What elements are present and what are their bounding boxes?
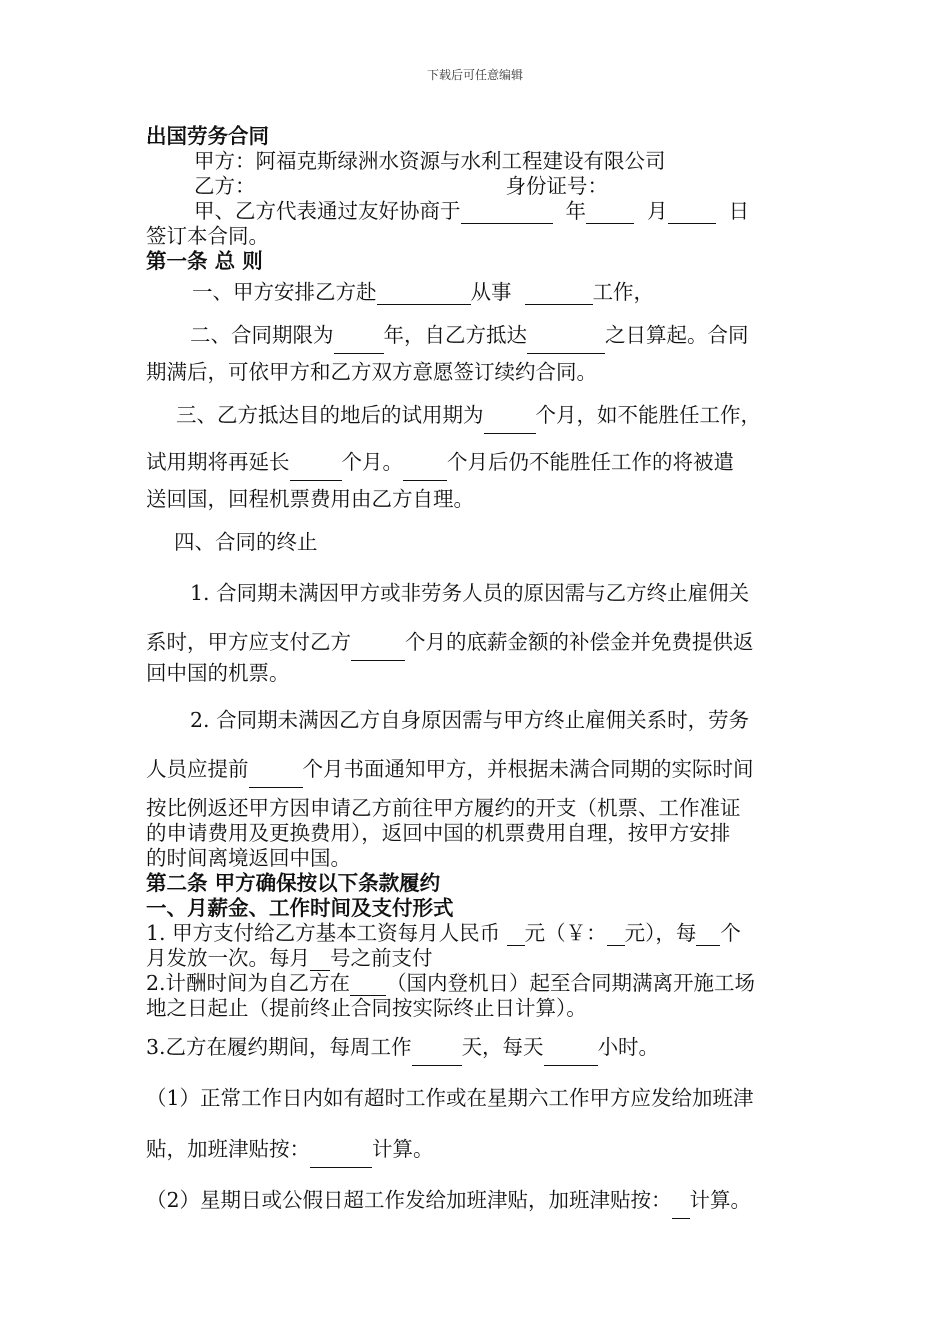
clause-2-3-1: （1）正常工作日内如有超时工作或在星期六工作甲方应发给加班津 [146, 1086, 754, 1110]
page-header: 下载后可任意编辑 [426, 68, 523, 82]
clause-1-4-2-line5: 的时间离境返回中国。 [146, 846, 351, 870]
clause-2-1: 1. 甲方支付给乙方基本工资每月人民币 元（￥： 元），每 个 [146, 921, 741, 945]
clause-2-3: 3.乙方在履约期间，每周工作 天，每天 小时。 [146, 1029, 810, 1066]
clause-1-4-1-end: 回中国的机票。 [146, 661, 290, 685]
article-1-title: 第一条 总 则 [146, 249, 263, 273]
party-a-line: 甲方：阿福克斯绿洲水资源与水利工程建设有限公司 [194, 149, 666, 173]
id-number-label: 身份证号： [505, 174, 608, 198]
clause-1-1: 一、甲方安排乙方赴 从事 工作， [192, 280, 655, 304]
month-blank [668, 201, 716, 224]
clause-2-1-cont: 月发放一次。每月 号之前支付 [146, 946, 433, 970]
article-2-title: 第二条 甲方确保按以下条款履约 [146, 871, 441, 895]
contract-title: 出国劳务合同 [146, 124, 269, 148]
clause-1-4-1-cont: 系时，甲方应支付乙方 个月的底薪金额的补偿金并免费提供返 [146, 624, 810, 661]
party-b-line [146, 174, 810, 199]
clause-1-4-2-line4: 的申请费用及更换费用），返回中国的机票费用自理，按甲方安排 [146, 821, 731, 845]
clause-1-4-2-line3: 按比例返还甲方因申请乙方前往甲方履约的开支（机票、工作准证 [146, 796, 741, 820]
intro-line: 甲、乙方代表通过友好协商于 年 月 日 [194, 199, 750, 223]
clause-1-3-end: 送回国，回程机票费用由乙方自理。 [146, 487, 474, 511]
article-2-subtitle: 一、月薪金、工作时间及支付形式 [146, 896, 454, 920]
clause-1-4-2: 2. 合同期未满因乙方自身原因需与甲方终止雇佣关系时，劳务 [190, 708, 750, 732]
party-b-label: 乙方： [194, 174, 256, 198]
clause-1-4-1: 1. 合同期未满因甲方或非劳务人员的原因需与乙方终止雇佣关 [190, 581, 750, 605]
clause-1-4-title: 四、合同的终止 [174, 530, 318, 554]
year-blank [586, 201, 634, 224]
clause-2-3-1-cont: 贴，加班津贴按： 计算。 [146, 1131, 810, 1168]
clause-1-2-cont: 期满后，可依甲方和乙方双方意愿签订续约合同。 [146, 360, 597, 384]
clause-1-4-2-cont: 人员应提前 个月书面通知甲方，并根据未满合同期的实际时间 [146, 751, 810, 788]
clause-1-3: 三、乙方抵达目的地后的试用期为 个月，如不能胜任工作， [146, 397, 810, 434]
clause-2-3-2: （2）星期日或公假日超工作发给加班津贴，加班津贴按： 计算。 [146, 1182, 810, 1219]
clause-2-2-cont: 地之日起止（提前终止合同按实际终止日计算）。 [146, 996, 587, 1020]
date-blank [461, 201, 553, 224]
clause-2-2: 2.计酬时间为自乙方在 （国内登机日）起至合同期满离开施工场 [146, 971, 756, 995]
clause-1-3-cont: 试用期将再延长 个月。 个月后仍不能胜任工作的将被遣 [146, 444, 810, 481]
clause-1-2: 二、合同期限为 年，自乙方抵达 之日算起。合同 [146, 317, 810, 354]
contract-body [146, 124, 810, 1219]
intro-line-2: 签订本合同。 [146, 224, 269, 248]
